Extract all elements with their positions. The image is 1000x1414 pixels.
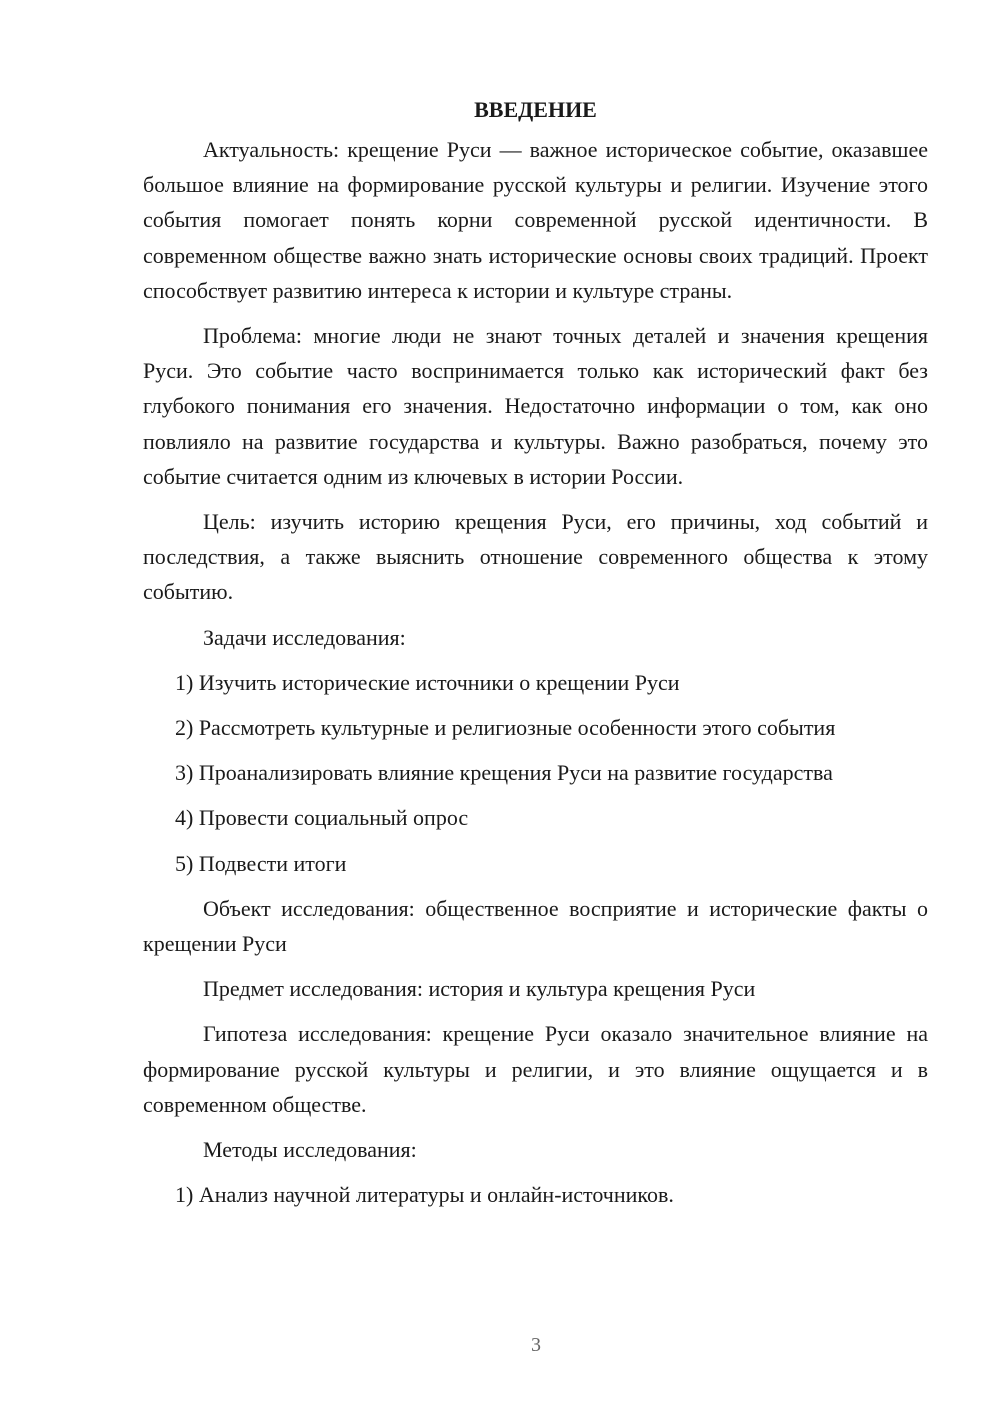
list-item: 1) Анализ научной литературы и онлайн-источников.: [175, 1182, 674, 1208]
tasks-heading: Задачи исследования:: [203, 624, 406, 650]
methods-heading: Методы исследования:: [203, 1137, 417, 1163]
list-item: 4) Провести социальный опрос: [175, 805, 469, 831]
subject-paragraph: Предмет исследования: история и культура крещения Руси: [203, 976, 756, 1002]
relevance-paragraph: Актуальность: крещение Руси — важное историческое событие, оказавшее большое влияние на формирование русской культуры и религии. Изучение этого события помогает понять корни современной русской идентичности. В современном обществе важно знать исторические основы своих традиций. Проект способствует развитию интереса к истории и культуре страны.: [143, 137, 928, 303]
document-page: [143, 92, 928, 1222]
goal-paragraph: Цель: изучить историю крещения Руси, его причины, ход событий и последствия, а также выяснить отношение современного общества к этому событию.: [143, 509, 928, 605]
problem-paragraph: Проблема: многие люди не знают точных деталей и значения крещения Руси. Это событие часто воспринимается только как исторический факт без глубокого понимания его значения. Недостаточно информации о том, как оно повлияло на развитие государства и культуры. Важно разобраться, почему это событие считается одним из ключевых в истории России.: [143, 323, 928, 489]
list-item: 2) Рассмотреть культурные и религиозные особенности этого события: [175, 715, 836, 741]
list-item: 1) Изучить исторические источники о крещении Руси: [175, 669, 680, 695]
page-number: 3: [531, 1334, 541, 1356]
hypothesis-paragraph: Гипотеза исследования: крещение Руси оказало значительное влияние на формирование русской культуры и религии, и это влияние ощущается и в современном обществе.: [143, 1021, 928, 1117]
page-title: ВВЕДЕНИЕ: [474, 97, 597, 122]
object-paragraph: Объект исследования: общественное восприятие и исторические факты о крещении Руси: [143, 895, 928, 957]
list-item: 5) Подвести итоги: [175, 850, 347, 876]
list-item: 3) Проанализировать влияние крещения Руси на развитие государства: [175, 760, 833, 786]
